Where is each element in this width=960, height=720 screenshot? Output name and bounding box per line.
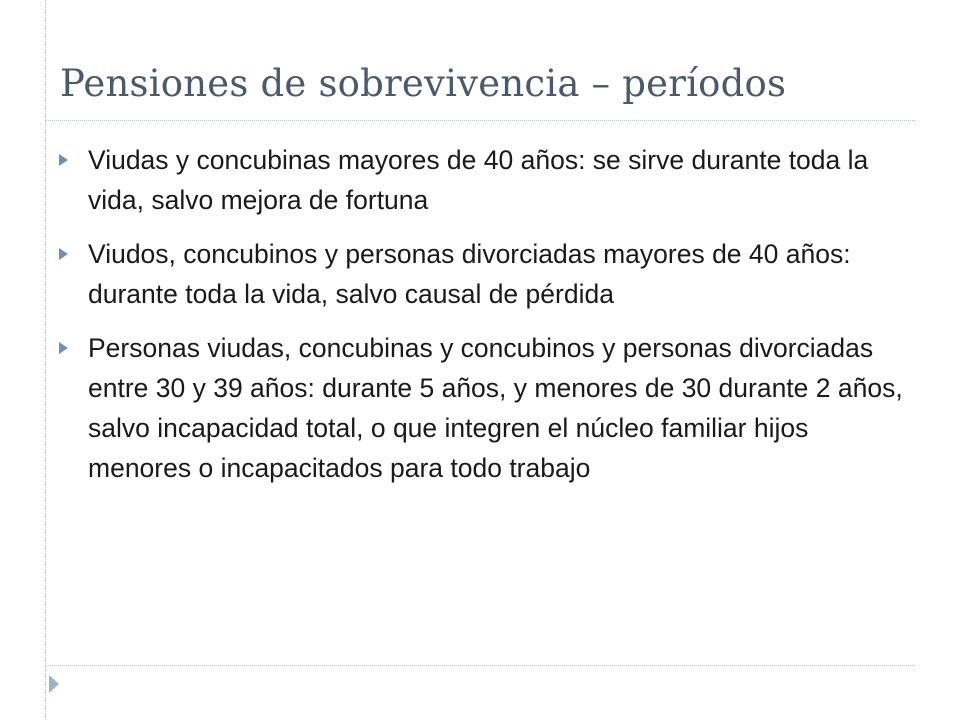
bullet-text: Personas viudas, concubinas y concubinos y personas divorciadas entre 30 y 39 años: durante 5 años, y menores de 30 durante 2 años, salvo incapacidad total, o que integren el núcleo familiar hijos menores o incapacitados para todo trabajo: [88, 333, 903, 483]
footer-triangle-icon: [49, 675, 59, 693]
triangle-bullet-icon: [59, 342, 68, 354]
slide-title: Pensiones de sobrevivencia – períodos: [60, 62, 787, 105]
triangle-bullet-icon: [59, 248, 68, 260]
bullet-item: [56, 234, 916, 314]
footer-dotted-rule: [45, 665, 915, 666]
bullet-text: Viudos, concubinos y personas divorciadas mayores de 40 años: durante toda la vida, salvo causal de pérdida: [88, 239, 851, 309]
bullet-item: [56, 328, 916, 488]
bullet-text: Viudas y concubinas mayores de 40 años: se sirve durante toda la vida, salvo mejora de fortuna: [88, 145, 869, 215]
bullet-list: [56, 140, 916, 502]
left-dotted-rule: [45, 0, 46, 720]
triangle-bullet-icon: [59, 154, 68, 166]
bullet-item: [56, 140, 916, 220]
title-dotted-rule: [45, 120, 915, 121]
